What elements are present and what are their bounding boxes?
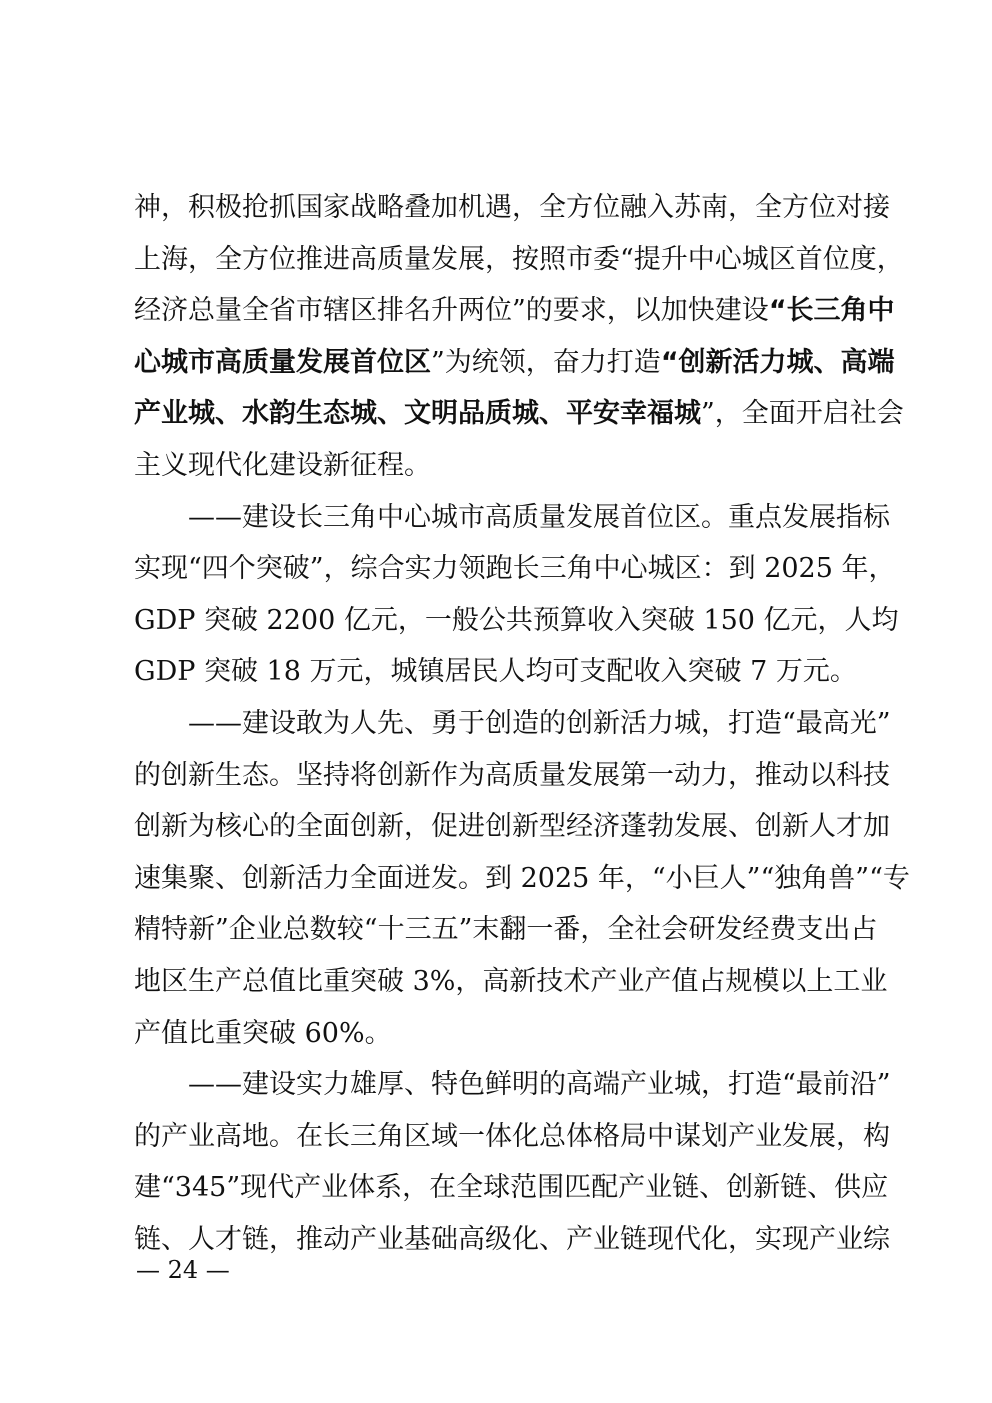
text-line: ——建设实力雄厚、特色鲜明的高端产业城，打造“最前沿”: [188, 1069, 891, 1101]
bold-text-segment: “创新活力城、高端: [660, 346, 895, 378]
text-line: 上海，全方位推进高质量发展，按照市委“提升中心城区首位度，: [134, 243, 904, 275]
text-line: ——建设敢为人先、勇于创造的创新活力城，打造“最高光”: [188, 707, 891, 739]
body-text: [134, 182, 910, 1265]
text-segment: ”为统领，奋力打造: [431, 346, 661, 378]
text-line: 的创新生态。坚持将创新作为高质量发展第一动力，推动以科技: [134, 759, 890, 791]
text-line: 地区生产总值比重突破 3%，高新技术产业产值占规模以上工业: [134, 965, 888, 997]
text-line: ——建设长三角中心城市高质量发展首位区。重点发展指标: [188, 501, 890, 533]
bold-text-segment: 心城市高质量发展首位区: [134, 346, 431, 378]
page-number: — 24 —: [136, 1256, 230, 1284]
text-line: [134, 285, 895, 337]
bold-text-segment: 产业城、水韵生态城、文明品质城、平安幸福城: [134, 398, 701, 430]
text-line: 主义现代化建设新征程。: [134, 449, 431, 481]
text-line: 速集聚、创新活力全面迸发。到 2025 年，“小巨人”“独角兽”“专: [134, 862, 910, 894]
text-line: 创新为核心的全面创新，促进创新型经济蓬勃发展、创新人才加: [134, 811, 890, 843]
text-line: 链、人才链，推动产业基础高级化、产业链现代化，实现产业综: [134, 1223, 890, 1255]
text-line: 精特新”企业总数较“十三五”末翻一番，全社会研发经费支出占: [134, 914, 878, 946]
text-line: 实现“四个突破”，综合实力领跑长三角中心城区：到 2025 年，: [134, 553, 896, 585]
bold-text-segment: “长三角中: [768, 295, 895, 327]
text-line: [134, 388, 904, 440]
text-line: 的产业高地。在长三角区域一体化总体格局中谋划产业发展，构: [134, 1120, 890, 1152]
text-line: GDP 突破 2200 亿元，一般公共预算收入突破 150 亿元，人均: [134, 604, 899, 636]
text-line: 建“345”现代产业体系，在全球范围匹配产业链、创新链、供应: [134, 1172, 889, 1204]
text-line: [134, 337, 895, 389]
text-line: GDP 突破 18 万元，城镇居民人均可支配收入突破 7 万元。: [134, 656, 857, 688]
text-segment: ”，全面开启社会: [701, 398, 904, 430]
text-line: 神，积极抢抓国家战略叠加机遇，全方位融入苏南，全方位对接: [134, 192, 890, 223]
text-line: 产值比重突破 60%。: [134, 1017, 392, 1049]
text-segment: 经济总量全省市辖区排名升两位”的要求，以加快建设: [134, 295, 769, 327]
